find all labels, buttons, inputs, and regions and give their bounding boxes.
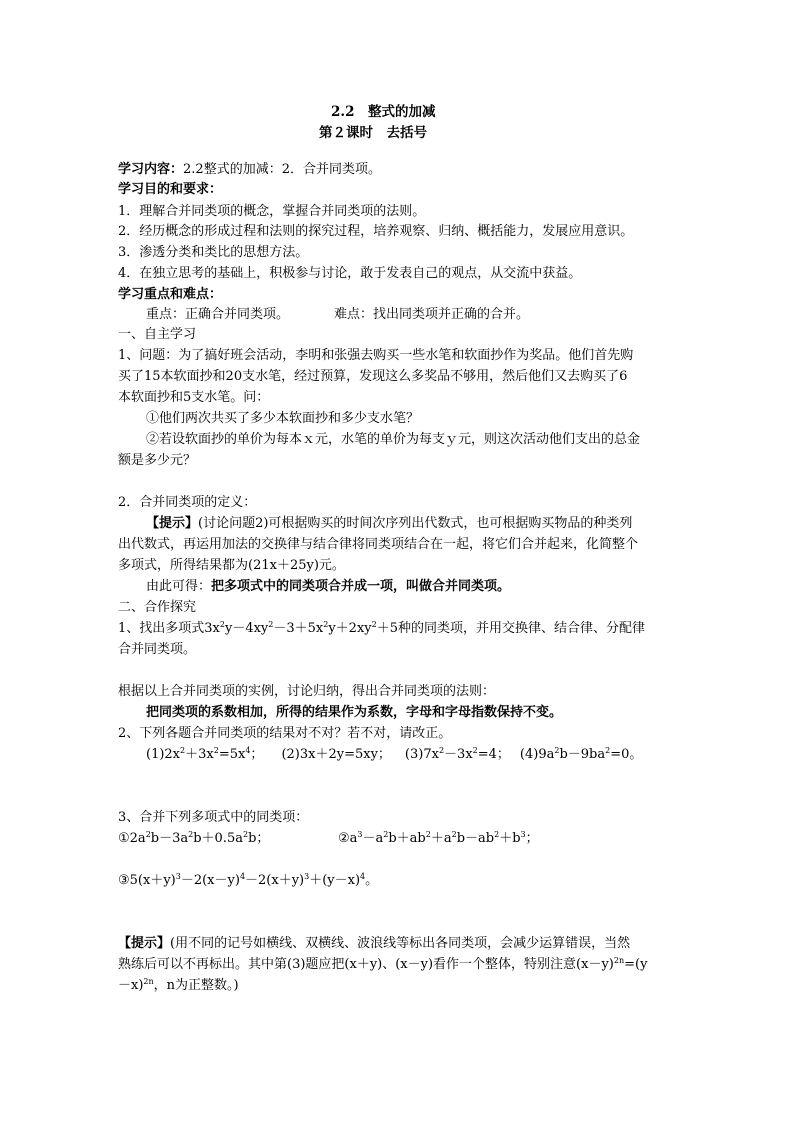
task-2-items (146, 746, 642, 764)
task-2-item-1: (1)2x (146, 747, 181, 762)
task-1-text: 1、找出多项式3x (118, 621, 220, 636)
exponent: 2n (143, 977, 154, 986)
exponent: 2 (605, 746, 611, 755)
exponent: 2 (242, 830, 249, 839)
exponent: 3 (520, 830, 526, 839)
rule-intro: 根据以上合并同类项的实例，讨论归纳，得出合并同类项的法则： (118, 684, 496, 699)
task-2-item-1: ＋3x (185, 747, 214, 762)
question-1: ①他们两次共买了多少本软面抄和多少支水笔？ (146, 411, 420, 426)
task-3-b-text: b＋ab (388, 831, 426, 846)
task-3-c-text: ＋(y－x) (309, 873, 361, 888)
final-hint-text: 熟练后可以不再标出。其中第(3)题应把(x＋y)、(x－y)看作一个整体，特别注意(x－y) (118, 957, 614, 972)
section-self-study-heading: 一、自主学习 (118, 327, 197, 342)
task-2-item-4: b－9ba (559, 747, 606, 762)
question-2-line-1: ②若设软面抄的单价为每本ｘ元，水笔的单价为每支ｙ元，则这次活动他们支出的总金 (146, 432, 641, 447)
key-points-heading: 学习重点和难点： (118, 287, 223, 302)
objective-item-1: 1．理解合并同类项的概念，掌握合并同类项的法则。 (118, 204, 426, 219)
exponent: 2 (451, 830, 457, 839)
hint-label: 【提示】 (146, 516, 199, 531)
task-3-b-text: ； (525, 831, 539, 846)
task-3-b-text: b－ab (456, 831, 495, 846)
exponent: 2 (554, 746, 560, 755)
task-3-c-text: ③5(x＋y) (118, 873, 176, 888)
task-3-b-text: ＋b (499, 831, 521, 846)
task-3-b-text: ＋a (430, 831, 452, 846)
final-hint-line-3 (118, 977, 239, 995)
exponent: 3 (357, 830, 363, 839)
task-3-c-text: －2(x－y) (180, 873, 240, 888)
task-3-a (118, 830, 269, 848)
task-2-item-2: (2)3x＋2y=5xy； (281, 747, 391, 762)
exponent: 2n (613, 956, 625, 965)
focus-point: 重点：正确合并同类项。 (146, 307, 290, 322)
section-cooperative-heading: 二、合作探究 (118, 600, 197, 615)
task-1-line-2: 合并同类项。 (118, 642, 197, 657)
exponent: 2 (472, 746, 478, 755)
exponent: 3 (175, 872, 181, 881)
task-3-b-text: ②a (338, 831, 358, 846)
task-3-c-text: 。 (365, 873, 379, 888)
exponent: 2 (213, 746, 219, 755)
exponent: 4 (360, 872, 366, 881)
hint-text-1: (讨论问题2)可根据购买的时间次序列出代数式，也可根据购买物品的种类列 (198, 516, 633, 531)
lesson-subtitle: 第２课时 去括号 (319, 125, 427, 141)
exponent: 2 (188, 830, 194, 839)
task-2-item-1: =5x (218, 747, 246, 762)
exponent: 3 (304, 872, 310, 881)
task-3-a-text: ①2a (118, 831, 146, 846)
task-2-item-1: ； (250, 747, 264, 762)
task-1-text: ＋5种的同类项，并用交换律、结合律、分配律 (376, 621, 645, 636)
question-2-line-2: 额是多少元？ (118, 453, 197, 468)
final-hint-line-2 (118, 956, 647, 974)
task-2-item-4: (4)9a (519, 747, 555, 762)
task-2-item-3: (3)7x (404, 747, 439, 762)
difficulty-point: 难点：找出同类项并正确的合并。 (334, 307, 530, 322)
task-3-c (118, 872, 378, 890)
exponent: 2 (323, 620, 329, 629)
content-text: 2.2整式的加减：2．合并同类项。 (183, 162, 381, 177)
task-3-a-text: b； (248, 831, 270, 846)
problem-line-2: 买了15本软面抄和20支水笔，经过预算，发现这么多奖品不够用，然后他们又去购买了6 (118, 369, 628, 384)
final-hint-label: 【提示】 (118, 936, 171, 951)
content-label: 学习内容： (118, 162, 184, 177)
exponent: 2 (383, 830, 389, 839)
objective-item-3: 3．渗透分类和类比的思想方法。 (118, 245, 309, 260)
definition-hint-line-3: 多项式，所得结果都为(21x＋25y)元。 (118, 558, 345, 573)
definition-conclusion (146, 578, 510, 596)
task-3-b (338, 830, 539, 848)
rule-statement: 把同类项的系数相加，所得的结果作为系数，字母和字母指数保持不变。 (146, 705, 563, 720)
objectives-heading: 学习目的和要求： (118, 182, 223, 197)
task-1-text: －3＋5x (273, 621, 324, 636)
task-3-b-text: －a (362, 831, 384, 846)
task-2-item-4: =0。 (610, 747, 643, 762)
lesson-title: 2.2 整式的加减 (331, 104, 436, 120)
content-line (118, 161, 381, 179)
exponent: 2 (494, 830, 500, 839)
final-hint-text: =(y (624, 957, 648, 972)
task-3-a-text: b＋0.5a (193, 831, 243, 846)
exponent: 4 (239, 872, 246, 881)
task-2-item-3: =4； (477, 747, 510, 762)
objective-item-2: 2．经历概念的形成过程和法则的探究过程，培养观察、归纳、概括能力，发展应用意识。 (118, 224, 634, 239)
conclusion-statement: 把多项式中的同类项合并成一项，叫做合并同类项。 (211, 579, 511, 594)
exponent: 2 (219, 620, 225, 629)
conclusion-prefix: 由此可得： (146, 579, 212, 594)
exponent: 2 (180, 746, 186, 755)
final-hint-text: －x) (118, 978, 144, 993)
problem-line-1: 1、问题：为了搞好班会活动，李明和张强去购买一些水笔和软面抄作为奖品。他们首先购 (118, 348, 634, 363)
task-2-heading: 2、下列各题合并同类项的结果对不对？若不对，请改正。 (118, 726, 452, 741)
definition-hint-line-2: 出代数式，再运用加法的交换律与结合律将同类项结合在一起，将它们合并起来，化简整个 (118, 537, 639, 552)
task-3-a-text: b－3a (150, 831, 189, 846)
task-3-heading: 3、合并下列多项式中的同类项： (118, 810, 309, 825)
final-hint-text: ，n为正整数。) (153, 978, 239, 993)
definition-heading: 2．合并同类项的定义： (118, 495, 257, 510)
exponent: 4 (245, 746, 251, 755)
definition-hint-line-1 (146, 515, 632, 533)
problem-line-3: 本软面抄和5支水笔。问： (118, 390, 270, 405)
task-1-line-1 (118, 620, 645, 638)
task-3-c-text: －2(x＋y) (245, 873, 305, 888)
final-hint-text: (用不同的记号如横线、双横线、波浪线等标出各同类项，会减少运算错误，当然 (170, 936, 631, 951)
task-1-text: y＋2xy (328, 621, 372, 636)
final-hint-line-1 (118, 935, 630, 953)
exponent: 2 (145, 830, 151, 839)
task-2-item-3: －3x (444, 747, 473, 762)
exponent: 2 (438, 746, 445, 755)
exponent: 2 (268, 620, 274, 629)
objective-item-4: 4．在独立思考的基础上，积极参与讨论，敢于发表自己的观点，从交流中获益。 (118, 266, 582, 281)
task-1-text: y－4xy (224, 621, 269, 636)
exponent: 2 (425, 830, 431, 839)
exponent: 2 (371, 620, 377, 629)
